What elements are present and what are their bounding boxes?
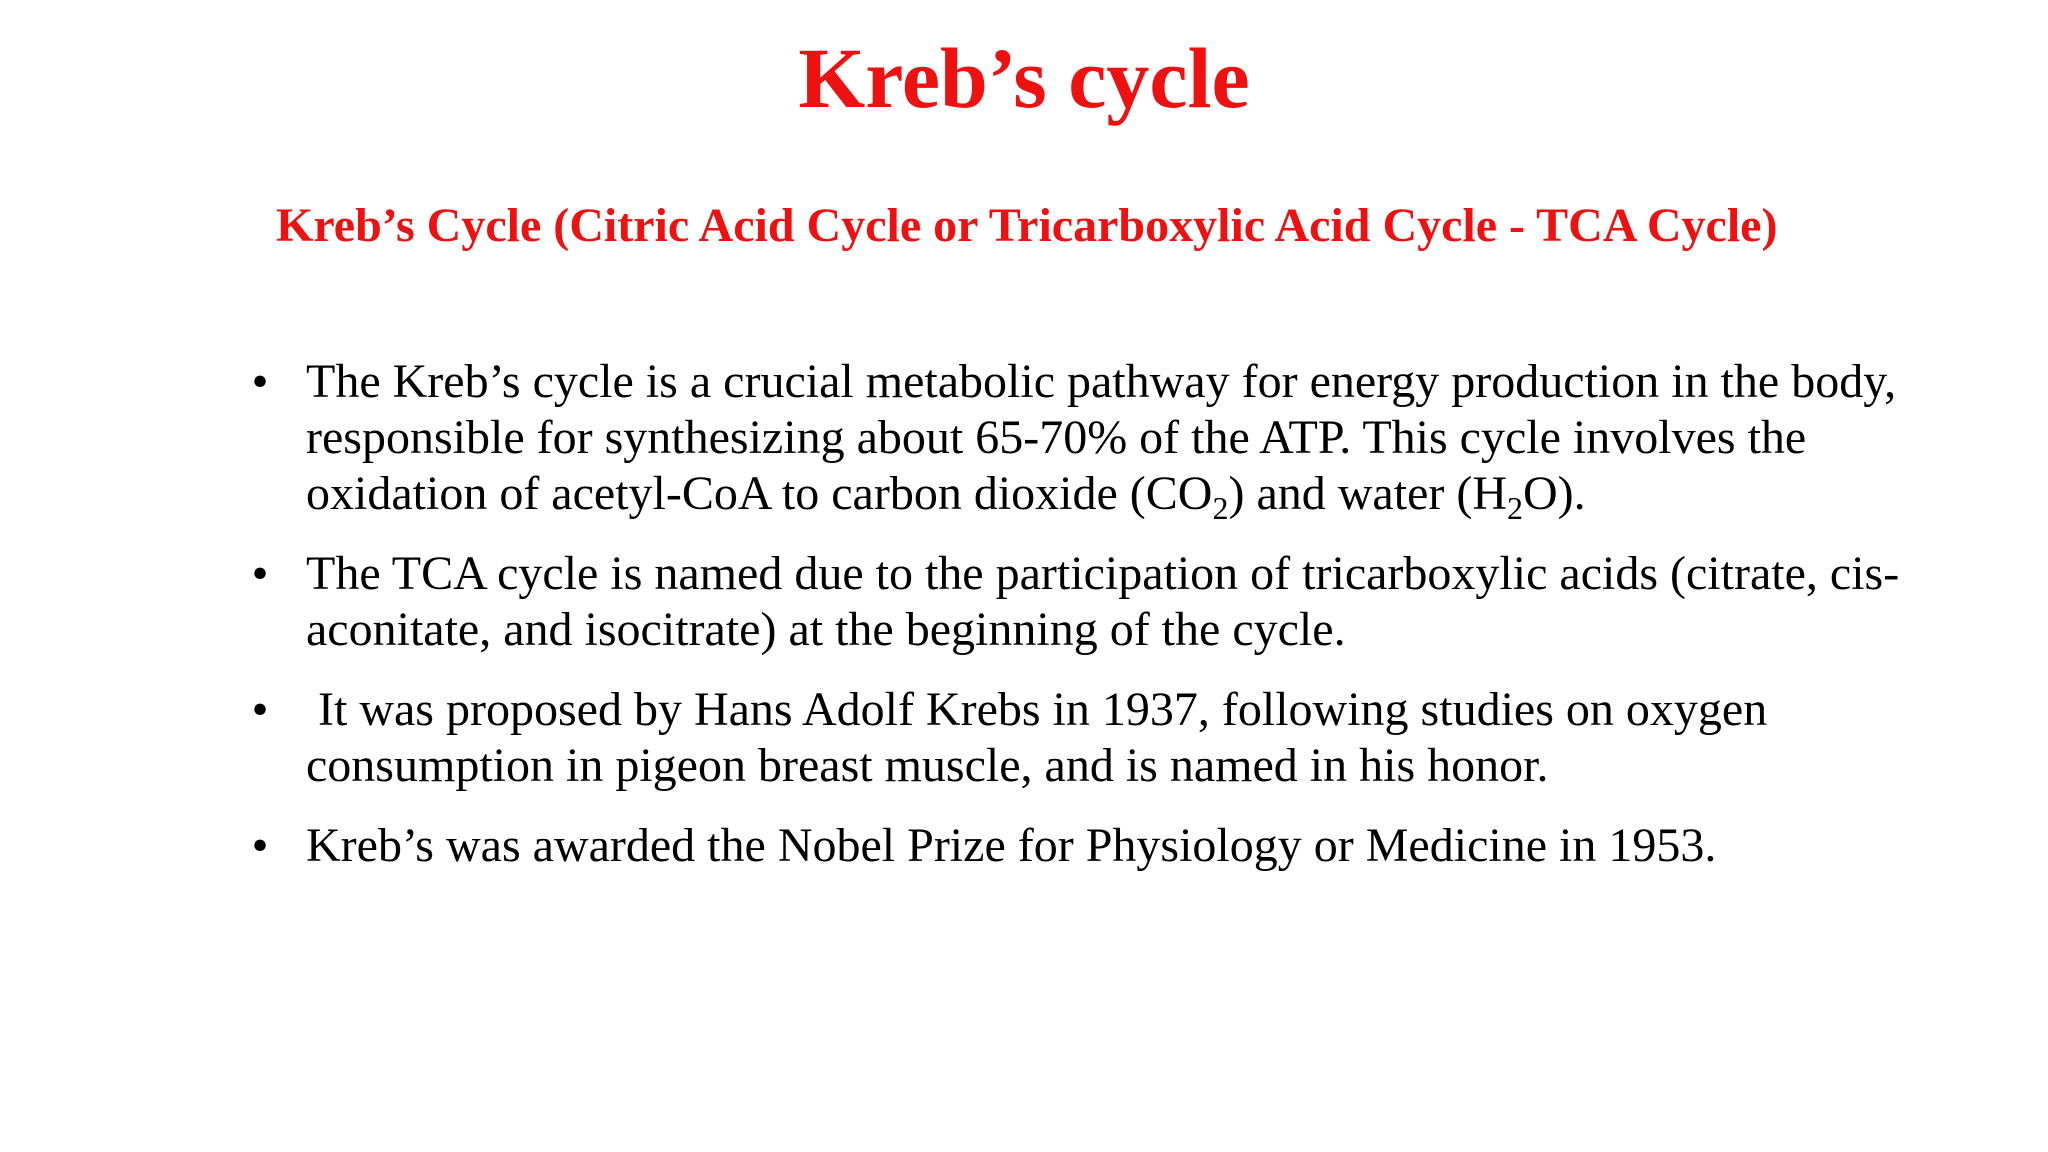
bullet-item-3: [248, 682, 1908, 794]
bullet-icon: •: [251, 547, 269, 600]
bullet-icon: •: [251, 683, 269, 736]
bullet-item-4: [248, 818, 1908, 874]
subscript: 2: [1507, 490, 1523, 526]
bullet-icon: •: [251, 355, 269, 408]
slide-title: Kreb’s cycle: [798, 30, 1250, 126]
bullet-text-segment: The Kreb’s cycle is a crucial metabolic pathway for energy production in the body, responsible for synthesizing about 65-70% of the ATP. This cycle involves the oxidation of acetyl-CoA to carbon dioxide (CO: [306, 355, 1897, 520]
bullet-text-segment: ) and water (H: [1228, 467, 1507, 520]
bullet-text-2: The TCA cycle is named due to the participation of tricarboxylic acids (citrate, cis-aconitate, and isocitrate) at the beginning of the cycle.: [306, 547, 1900, 656]
bullet-text-4: Kreb’s was awarded the Nobel Prize for Physiology or Medicine in 1953.: [306, 819, 1717, 872]
slide-subtitle: Kreb’s Cycle (Citric Acid Cycle or Tricarboxylic Acid Cycle - TCA Cycle): [276, 199, 1778, 252]
subscript: 2: [1212, 490, 1229, 526]
bullet-list: [248, 354, 1908, 898]
bullet-text-segment: O).: [1523, 467, 1586, 520]
bullet-item-2: [248, 546, 1908, 658]
bullet-icon: •: [251, 819, 269, 872]
bullet-text-3: It was proposed by Hans Adolf Krebs in 1937, following studies on oxygen consumption in pigeon breast muscle, and is named in his honor.: [306, 683, 1780, 792]
bullet-item-1: [248, 354, 1908, 526]
bullet-text-1: [306, 355, 1897, 526]
